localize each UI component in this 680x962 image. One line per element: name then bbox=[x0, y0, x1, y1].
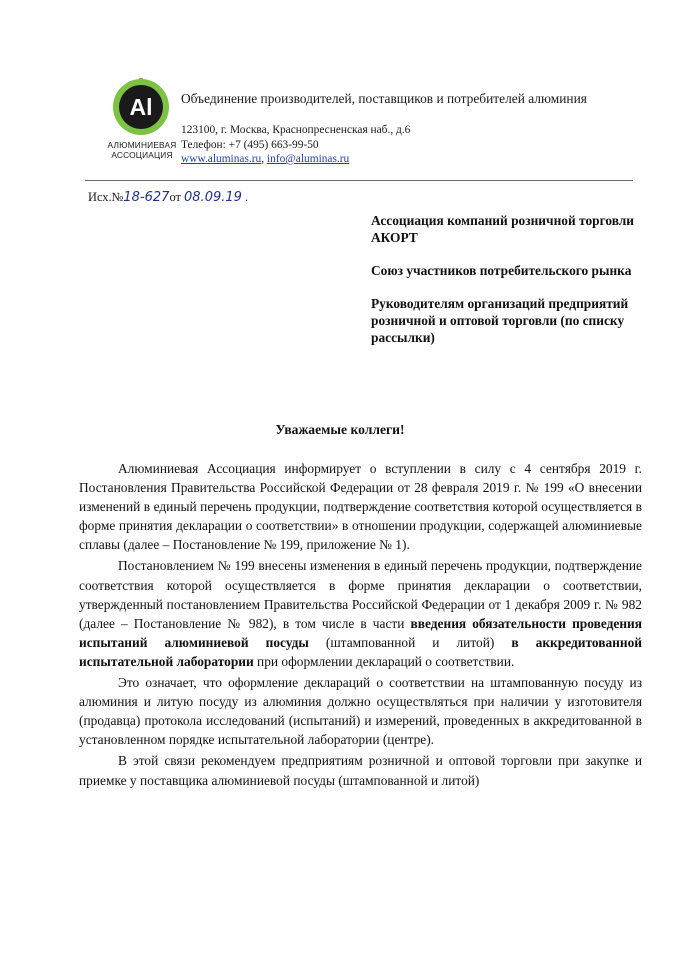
addressee-block bbox=[371, 212, 661, 362]
logo-text: Al bbox=[129, 94, 153, 120]
paragraph-1: Алюминиевая Ассоциация информирует о вступлении в силу с 4 сентября 2019 г. Постановления Правительства Российской Федерации от 28 февраля 2019 г. № 199 «О внесении изменений в единый перечень продукции, подтверждение соответствия которой осуществляется в форме принятия декларации о соответствии» в отношении продукции, содержащей алюминиевые сплавы (далее – Постановление № 199, приложение № 1). bbox=[79, 461, 642, 553]
outgoing-number-prefix: Исх.№ bbox=[88, 190, 124, 204]
website-link[interactable]: www.aluminas.ru bbox=[181, 153, 262, 165]
paragraph-2-mid: (штампованной и литой) bbox=[308, 634, 512, 650]
paragraph-3: Это означает, что оформление деклараций о соответствии на штампованную посуду из алюминия и литую посуду из алюминия должно осуществляться при наличии у изготовителя (продавца) протокола исследований (испытаний) и измерений, проведенных в аккредитованной в установленном порядке испытательной лаборатории (центре). bbox=[79, 675, 642, 748]
greeting: Уважаемые коллеги! bbox=[275, 422, 405, 437]
logo-caption-line1: АЛЮМИНИЕВАЯ bbox=[107, 140, 177, 150]
letterhead-divider bbox=[85, 180, 633, 181]
paragraph-4: В этой связи рекомендуем предприятиям розничной и оптовой торговли при закупке и приемке у поставщика алюминиевой посуды (штампованной и литой) bbox=[79, 753, 642, 788]
paragraph-2 bbox=[79, 556, 642, 671]
paragraph-2-start: Постановлением № 199 внесены изменения в единый перечень продукции, подтверждение соответствия которой осуществляется в форме принятия декларации о соответствии, утвержденный постановлением Правительства Российской Федерации от 1 декабря 2009 г. № 982 (далее – Постановление № 982), в том числе в части bbox=[79, 558, 642, 631]
outgoing-date-prefix: от bbox=[169, 190, 181, 204]
outgoing-number bbox=[88, 190, 248, 205]
organization-web bbox=[181, 152, 410, 167]
addressee-akort: Ассоциация компаний розничной торговли АКОРТ bbox=[371, 213, 634, 245]
paragraph-2-bold-2: в аккредитованной испытательной лаборатории bbox=[79, 634, 642, 669]
addressee-retail-managers: Руководителям организаций предприятий розничной и оптовой торговли (по списку рассылки) bbox=[371, 296, 629, 345]
outgoing-number-value: 18-627 bbox=[123, 190, 170, 205]
contact-separator: , bbox=[261, 153, 267, 165]
outgoing-dot: . bbox=[245, 190, 249, 204]
letter-body bbox=[79, 459, 642, 792]
paragraph-2-bold-1: введения обязательности проведения испытаний алюминиевой посуды bbox=[79, 615, 642, 650]
outgoing-date-value: 08.09.19 bbox=[184, 190, 242, 205]
organization-contacts bbox=[181, 123, 410, 167]
organization-name: Объединение производителей, поставщиков и потребителей алюминия bbox=[181, 91, 587, 106]
email-link[interactable]: info@aluminas.ru bbox=[266, 153, 350, 165]
organization-phone: Телефон: +7 (495) 663-99-50 bbox=[181, 138, 319, 151]
paragraph-2-end: при оформлении деклараций о соответствии. bbox=[253, 653, 515, 669]
aluminium-association-logo bbox=[112, 78, 170, 136]
addressee-consumer-union: Союз участников потребительского рынка bbox=[371, 263, 632, 278]
logo-caption-line2: АССОЦИАЦИЯ bbox=[111, 150, 173, 160]
organization-address: 123100, г. Москва, Краснопресненская наб., д.6 bbox=[181, 124, 411, 136]
